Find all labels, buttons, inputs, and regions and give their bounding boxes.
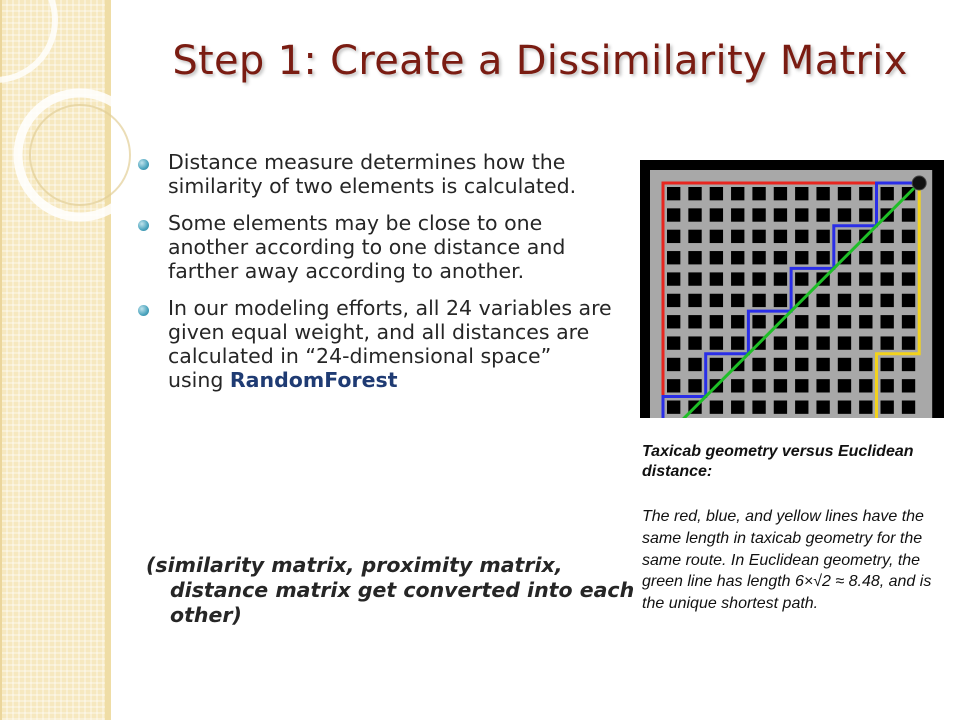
figure-caption-body: The red, blue, and yellow lines have the same length in taxicab geometry for the same route. In Euclidean geometry, the green line has length 6×√2 ≈ 8.48, and is the unique shortest path. [642,508,932,613]
city-block [731,230,744,243]
city-block [752,401,765,414]
city-block [774,187,787,200]
city-block [881,401,894,414]
city-block [688,315,701,328]
city-block [710,187,723,200]
city-block [795,358,808,371]
city-block [816,187,829,200]
city-block [752,294,765,307]
city-block [902,379,915,392]
matrix-note: (similarity matrix, proximity matrix, distance matrix get converted into each other) [146,553,635,627]
bullet-item-distance-measure [132,150,612,198]
city-block [688,208,701,221]
city-block [838,230,851,243]
city-block [688,187,701,200]
city-block [774,336,787,349]
city-block [859,336,872,349]
city-block [688,358,701,371]
city-block [667,358,680,371]
taxicab-geometry-figure [640,160,944,418]
city-block [752,272,765,285]
city-block [710,272,723,285]
city-block [752,208,765,221]
city-block [688,251,701,264]
bullet-item-close-elements [132,211,612,283]
city-block [731,272,744,285]
city-block [859,272,872,285]
city-block [731,379,744,392]
city-block [881,187,894,200]
city-block [688,272,701,285]
city-block [667,208,680,221]
city-block [816,379,829,392]
city-block [731,187,744,200]
city-block [838,272,851,285]
city-block [902,208,915,221]
city-block [774,358,787,371]
city-block [688,336,701,349]
city-block [859,401,872,414]
city-block [881,336,894,349]
city-block [902,294,915,307]
city-block [838,294,851,307]
city-block [816,230,829,243]
end-point-marker [912,176,926,190]
bullet-dot-icon [138,305,149,316]
city-block [902,251,915,264]
city-block [710,251,723,264]
city-block [667,294,680,307]
city-block [816,336,829,349]
city-block [881,294,894,307]
city-block [859,187,872,200]
city-block [859,251,872,264]
city-block [795,230,808,243]
city-block [795,315,808,328]
city-block [816,208,829,221]
city-block [752,379,765,392]
city-block [816,401,829,414]
bullet-dot-icon [138,159,149,170]
city-block [710,208,723,221]
city-block [731,336,744,349]
city-block [859,358,872,371]
city-block [816,294,829,307]
city-block [838,336,851,349]
city-block [795,187,808,200]
city-block [667,336,680,349]
bullet-text: In our modeling efforts, all 24 variables are given equal weight, and all distances are calculated in “24-dimensional space” using [168,296,612,392]
city-block [667,272,680,285]
city-block [838,315,851,328]
bullet-item-modeling-efforts [132,296,612,392]
decorative-rings [0,0,140,260]
city-block [752,251,765,264]
city-block [816,315,829,328]
decorative-ring-inner [30,105,130,205]
bullet-list [132,150,612,405]
randomforest-term: RandomForest [229,368,398,392]
figure-caption-title: Taxicab geometry versus Euclidean distance: [642,443,914,480]
city-block [881,358,894,371]
city-block [710,315,723,328]
bullet-text: Some elements may be close to one another according to one distance and farther away according to another. [168,211,566,283]
bullet-dot-icon [138,220,149,231]
city-block [859,379,872,392]
city-block [881,379,894,392]
city-block [774,401,787,414]
city-block [710,358,723,371]
city-block [667,230,680,243]
city-block [688,294,701,307]
city-block [774,294,787,307]
city-block [667,315,680,328]
city-block [859,208,872,221]
city-block [838,401,851,414]
city-block [816,251,829,264]
city-block [710,336,723,349]
city-block [795,251,808,264]
city-block [838,358,851,371]
city-block [902,272,915,285]
city-block [881,251,894,264]
city-block [881,230,894,243]
city-block [752,315,765,328]
city-block [902,315,915,328]
city-block [731,251,744,264]
city-block [838,379,851,392]
slide-title: Step 1: Create a Dissimilarity Matrix [172,38,908,84]
city-block [731,294,744,307]
city-block [838,187,851,200]
city-block [710,230,723,243]
city-block [774,230,787,243]
bullet-text: Distance measure determines how the similarity of two elements is calculated. [168,150,577,198]
city-block [795,336,808,349]
city-block [902,230,915,243]
city-block [902,358,915,371]
city-block [859,315,872,328]
decorative-ring-large [18,93,140,217]
city-block [667,187,680,200]
city-block [795,379,808,392]
decorative-ring-top [0,0,55,80]
city-block [816,358,829,371]
city-block [881,315,894,328]
city-block [710,401,723,414]
city-block [795,272,808,285]
city-block [667,379,680,392]
city-block [667,401,680,414]
city-block [752,230,765,243]
city-block [795,401,808,414]
city-block [731,208,744,221]
city-block [902,401,915,414]
city-block [688,230,701,243]
city-block [752,187,765,200]
city-block [731,315,744,328]
city-block [795,208,808,221]
city-block [859,294,872,307]
city-block [710,294,723,307]
city-block [774,272,787,285]
city-block [774,251,787,264]
city-block [774,208,787,221]
city-block [752,358,765,371]
city-block [902,336,915,349]
city-block [667,251,680,264]
city-block [774,379,787,392]
city-block [688,379,701,392]
city-block [731,401,744,414]
city-block [838,208,851,221]
city-block [881,272,894,285]
